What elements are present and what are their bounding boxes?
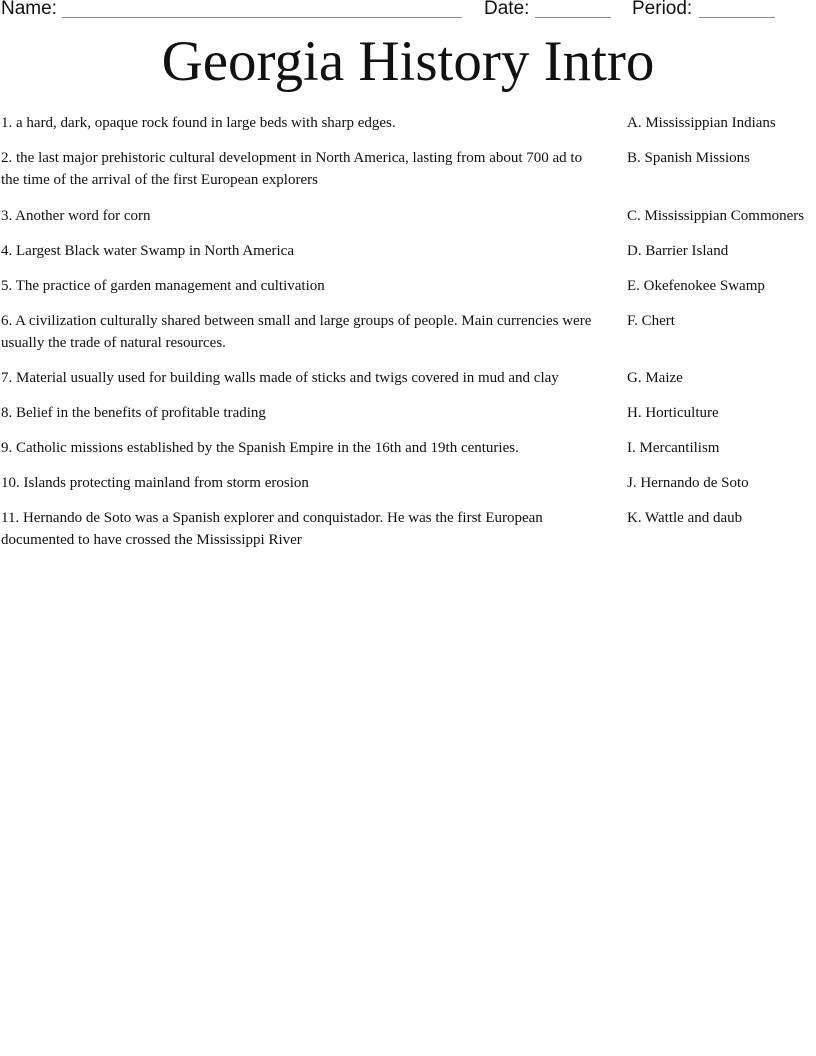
clue-text: 11. Hernando de Soto was a Spanish explorer and conquistador. He was the first European documented to have crossed the Mississippi River xyxy=(1,510,543,548)
name-label: Name: xyxy=(1,0,57,19)
period-label: Period: xyxy=(632,0,693,19)
answer-choice: F. Chert xyxy=(627,313,675,329)
answer-choice: D. Barrier Island xyxy=(627,243,729,259)
answer-choice: K. Wattle and daub xyxy=(627,510,743,526)
clue-text: 5. The practice of garden management and cultivation xyxy=(1,278,325,294)
worksheet-header xyxy=(0,0,816,22)
date-label: Date: xyxy=(484,0,530,19)
clue-text: 7. Material usually used for building walls made of sticks and twigs covered in mud and clay xyxy=(1,370,559,386)
date-blank[interactable] xyxy=(535,17,611,18)
answer-choice: E. Okefenokee Swamp xyxy=(627,278,765,294)
answer-choice: I. Mercantilism xyxy=(627,440,720,456)
name-blank[interactable] xyxy=(62,17,462,18)
worksheet-title: Georgia History Intro xyxy=(161,30,655,93)
clue-text: 8. Belief in the benefits of profitable trading xyxy=(1,405,266,421)
clue-text: 10. Islands protecting mainland from storm erosion xyxy=(1,475,309,491)
answer-choice: A. Mississippian Indians xyxy=(627,115,776,131)
clue-text: 1. a hard, dark, opaque rock found in large beds with sharp edges. xyxy=(1,115,396,131)
clue-text: 2. the last major prehistoric cultural development in North America, lasting from about 700 ad to the time of the arrival of the first European explorers xyxy=(1,150,583,188)
period-blank[interactable] xyxy=(699,17,775,18)
answer-choice: C. Mississippian Commoners xyxy=(627,208,805,224)
answer-choice: G. Maize xyxy=(627,370,683,386)
clue-text: 3. Another word for corn xyxy=(1,208,151,224)
clue-text: 9. Catholic missions established by the Spanish Empire in the 16th and 19th centuries. xyxy=(1,440,519,456)
clue-text: 4. Largest Black water Swamp in North America xyxy=(1,243,294,259)
answer-choice: J. Hernando de Soto xyxy=(627,475,749,491)
clue-text: 6. A civilization culturally shared between small and large groups of people. Main currencies were usually the trade of natural resources. xyxy=(1,313,592,351)
answer-choice: B. Spanish Missions xyxy=(627,150,750,166)
answer-choice: H. Horticulture xyxy=(627,405,719,421)
